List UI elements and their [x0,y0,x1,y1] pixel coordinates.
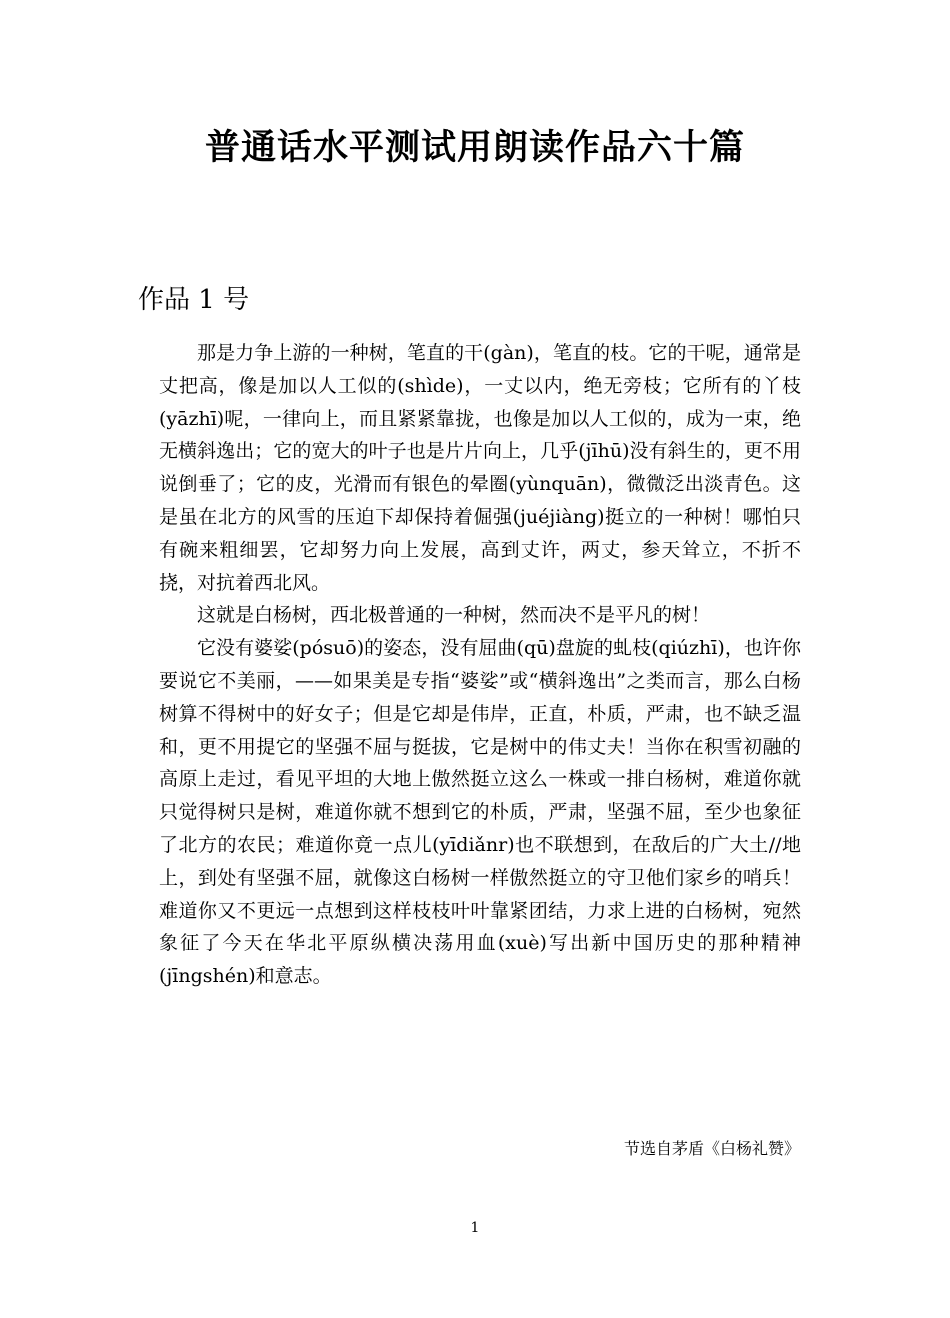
body-text [159,337,801,993]
paragraph: 那是力争上游的一种树，笔直的干(gàn)，笔直的枝。它的干呢，通常是丈把高，像是加以人工似的(shìde)，一丈以内，绝无旁枝；它所有的丫枝(yāzhī)呢，一律向上，而且紧紧靠拢，也像是加以人工似的，成为一束，绝无横斜逸出；它的宽大的叶子也是片片向上，几乎(jīhū)没有斜生的，更不用说倒垂了；它的皮，光滑而有银色的晕圈(yùnquān)，微微泛出淡青色。这是虽在北方的风雪的压迫下却保持着倔强(juéjiàng)挺立的一种树！哪怕只有碗来粗细罢，它却努力向上发展，高到丈许，两丈，参天耸立，不折不挠，对抗着西北风。 [159,342,801,594]
paragraph: 这就是白杨树，西北极普通的一种树，然而决不是平凡的树！ [197,604,711,627]
document-title: 普通话水平测试用朗读作品六十篇 [204,128,745,168]
page-number: 1 [470,1220,480,1236]
source-attribution: 节选自茅盾《白杨礼赞》 [623,1139,800,1158]
paragraph: 它没有婆娑(pósuō)的姿态，没有屈曲(qū)盘旋的虬枝(qiúzhī)，也许你要说它不美丽，——如果美是专指“婆娑”或“横斜逸出”之类而言，那么白杨树算不得树中的好女子；但是它却是伟岸，正直，朴质，严肃，也不缺乏温和，更不用提它的坚强不屈与挺拔，它是树中的伟丈夫！当你在积雪初融的高原上走过，看见平坦的大地上傲然挺立这么一株或一排白杨树，难道你就只觉得树只是树，难道你就不想到它的朴质，严肃，坚强不屈，至少也象征了北方的农民；难道你竟一点儿(yīdiǎnr)也不联想到，在敌后的广大土//地上，到处有坚强不屈，就像这白杨树一样傲然挺立的守卫他们家乡的哨兵！难道你又不更远一点想到这样枝枝叶叶靠紧团结，力求上进的白杨树，宛然象征了今天在华北平原纵横决荡用血(xuè)写出新中国历史的那种精神 (jīngshén)和意志。 [159,637,801,988]
work-heading: 作品 1 号 [138,285,250,315]
